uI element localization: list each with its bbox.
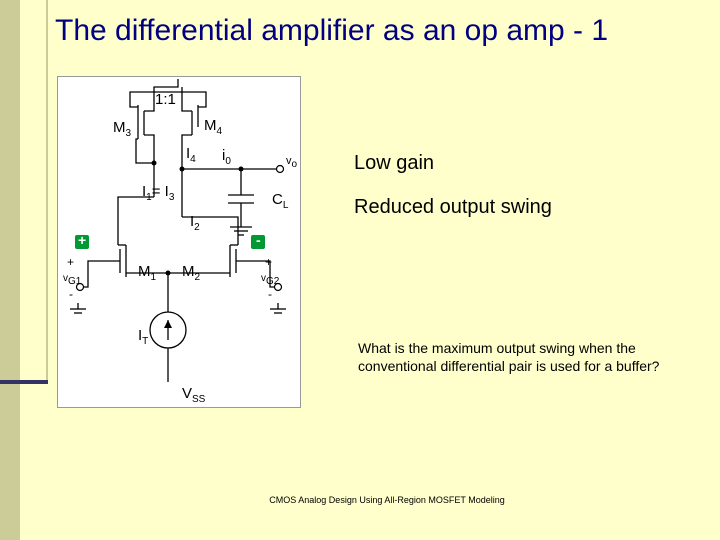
vg1-label: $v_{G1}$ bbox=[63, 273, 82, 287]
m3-label: $M_3$ bbox=[113, 119, 132, 139]
footer-credit: CMOS Analog Design Using All-Region MOSFET Modeling bbox=[269, 495, 505, 505]
slide-title: The differential amplifier as an op amp - 1 bbox=[55, 14, 609, 47]
mirror-ratio-label: 1:1 bbox=[155, 91, 176, 108]
i1-equals-i3-label: $I_1= I_3$ bbox=[142, 183, 175, 203]
vertical-divider bbox=[46, 0, 48, 384]
vg1-plus-label: + bbox=[67, 255, 75, 269]
m2-label: $M_2$ bbox=[182, 263, 201, 283]
output-terminal bbox=[277, 166, 284, 173]
m4-label: $M_4$ bbox=[204, 117, 223, 137]
vg1-minus-label: - bbox=[69, 287, 73, 301]
bullet-reduced-output-swing: Reduced output swing bbox=[354, 196, 552, 218]
bullet-low-gain: Low gain bbox=[354, 152, 435, 174]
m1-label: $M_1$ bbox=[138, 263, 157, 283]
vss-label: $V_{SS}$ bbox=[182, 385, 206, 405]
vg2-label: $v_{G2}$ bbox=[261, 273, 280, 287]
i4-label: $I_4$ bbox=[186, 145, 196, 165]
horizontal-divider bbox=[0, 380, 48, 384]
vg2-plus-label: + bbox=[265, 255, 273, 269]
differential-amplifier-schematic bbox=[57, 76, 301, 408]
i0-label: $i_0$ bbox=[222, 147, 231, 167]
plus-badge-label: + bbox=[78, 232, 87, 248]
it-label: $I_T$ bbox=[138, 327, 149, 347]
vg2-minus-label: - bbox=[268, 287, 272, 301]
vo-label: $v_o$ bbox=[286, 155, 298, 171]
cl-label: $C_L$ bbox=[272, 191, 289, 211]
schematic-drawing bbox=[58, 77, 300, 407]
i2-label: $I_2$ bbox=[190, 213, 200, 233]
minus-badge-label: - bbox=[256, 232, 261, 248]
question-text: What is the maximum output swing when the conventional differential pair is used for a buffer? bbox=[358, 340, 660, 374]
left-decorative-bar bbox=[0, 0, 20, 540]
